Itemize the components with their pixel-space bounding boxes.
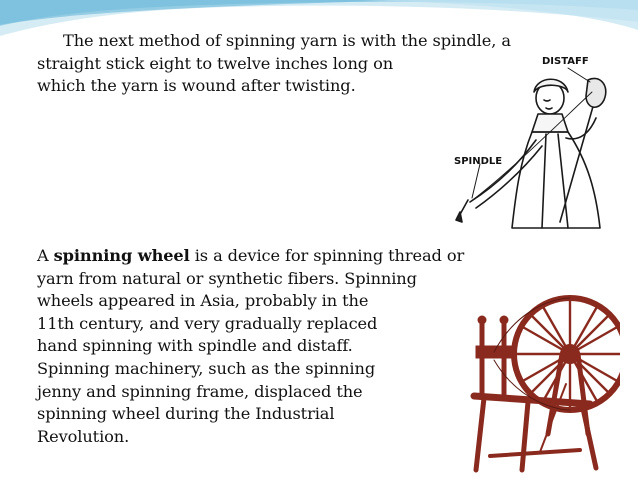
wheel-paragraph-line: yarn from natural or synthetic fibers. Spinning bbox=[37, 268, 417, 288]
wheel-paragraph-line: jenny and spinning frame, displaced the bbox=[37, 381, 363, 401]
paragraph-first-line-rest: is a device for spinning thread or bbox=[189, 246, 465, 265]
spinning-wheel-paragraph bbox=[37, 245, 537, 448]
wheel-paragraph-line: Spinning machinery, such as the spinning bbox=[37, 358, 376, 378]
spinning-wheel-term: spinning wheel bbox=[53, 246, 190, 265]
distaff-label: DISTAFF bbox=[542, 56, 589, 67]
wheel-paragraph-line: hand spinning with spindle and distaff. bbox=[37, 336, 353, 356]
wheel-paragraph-line: wheels appeared in Asia, probably in the bbox=[37, 291, 369, 311]
spindle-paragraph-line: which the yarn is wound after twisting. bbox=[37, 76, 356, 96]
spindle-paragraph-line: The next method of spinning yarn is with the spindle, a bbox=[63, 31, 511, 50]
wheel-paragraph-line: 11th century, and very gradually replaced bbox=[37, 313, 378, 333]
woman-spinning-illustration bbox=[450, 52, 612, 232]
paragraph-prefix: A bbox=[37, 246, 54, 265]
spindle-label: SPINDLE bbox=[454, 156, 503, 167]
spinning-wheel-illustration bbox=[470, 284, 620, 474]
wheel-paragraph-line: spinning wheel during the Industrial bbox=[37, 404, 335, 424]
spindle-paragraph-line: straight stick eight to twelve inches long on bbox=[37, 53, 394, 73]
wheel-paragraph-line: Revolution. bbox=[37, 426, 130, 446]
